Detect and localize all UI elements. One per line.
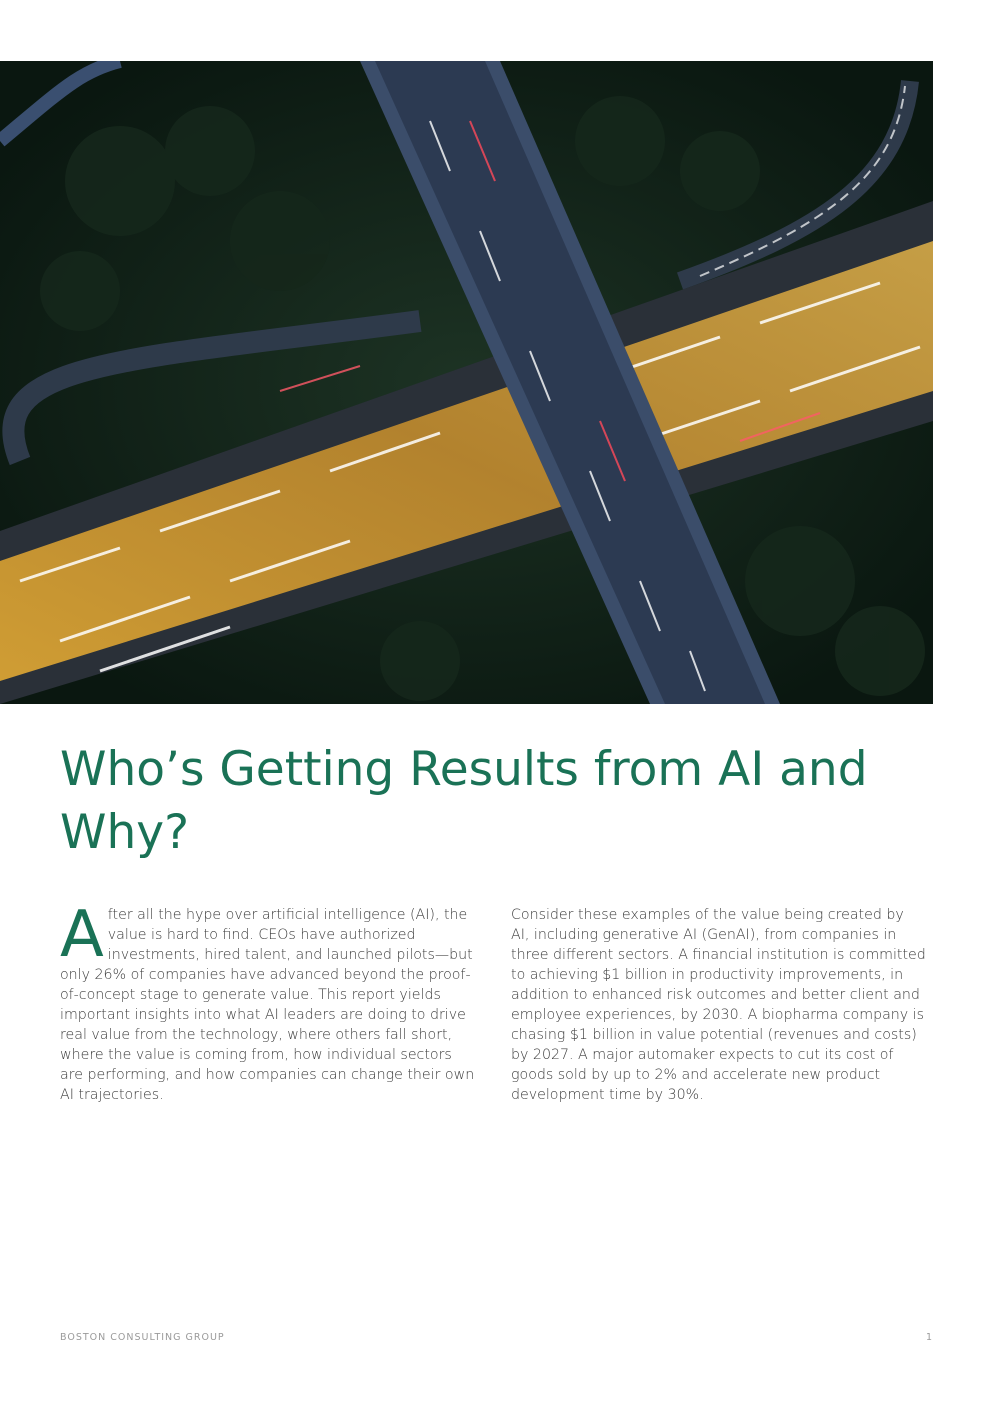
drop-cap: A: [60, 898, 104, 972]
intro-paragraph: [60, 898, 475, 1105]
hero-image: [0, 61, 933, 704]
intro-body: fter all the hype over artificial intelligence (AI), the value is hard to find. CEOs have authorized investments, hired talent, and launched pilots—but only 26% of companies have advanced beyond the proof-of-concept stage to generate value. This report yields important insights into what AI leaders are doing to drive real value from the technology, where others fall short, where the value is coming from, how individual sectors are performing, and how companies can change their own AI trajectories.: [60, 907, 475, 1103]
page-title: Who’s Getting Results from AI and Why?: [60, 742, 868, 860]
page-number: 1: [925, 1332, 932, 1343]
footer-organization: BOSTON CONSULTING GROUP: [60, 1332, 225, 1343]
highway-interchange-night-photo: [0, 61, 933, 704]
examples-paragraph: Consider these examples of the value being created by AI, including generative AI (GenAI), from companies in three different sectors. A financial institution is committed to achieving $1 billion in productivity improvements, in addition to enhanced risk outcomes and better client and employee experiences, by 2030. A biopharma company is chasing $1 billion in value potential (revenues and costs) by 2027. A major automaker expects to cut its cost of goods sold by up to 2% and accelerate new product development time by 30%.: [511, 907, 926, 1103]
